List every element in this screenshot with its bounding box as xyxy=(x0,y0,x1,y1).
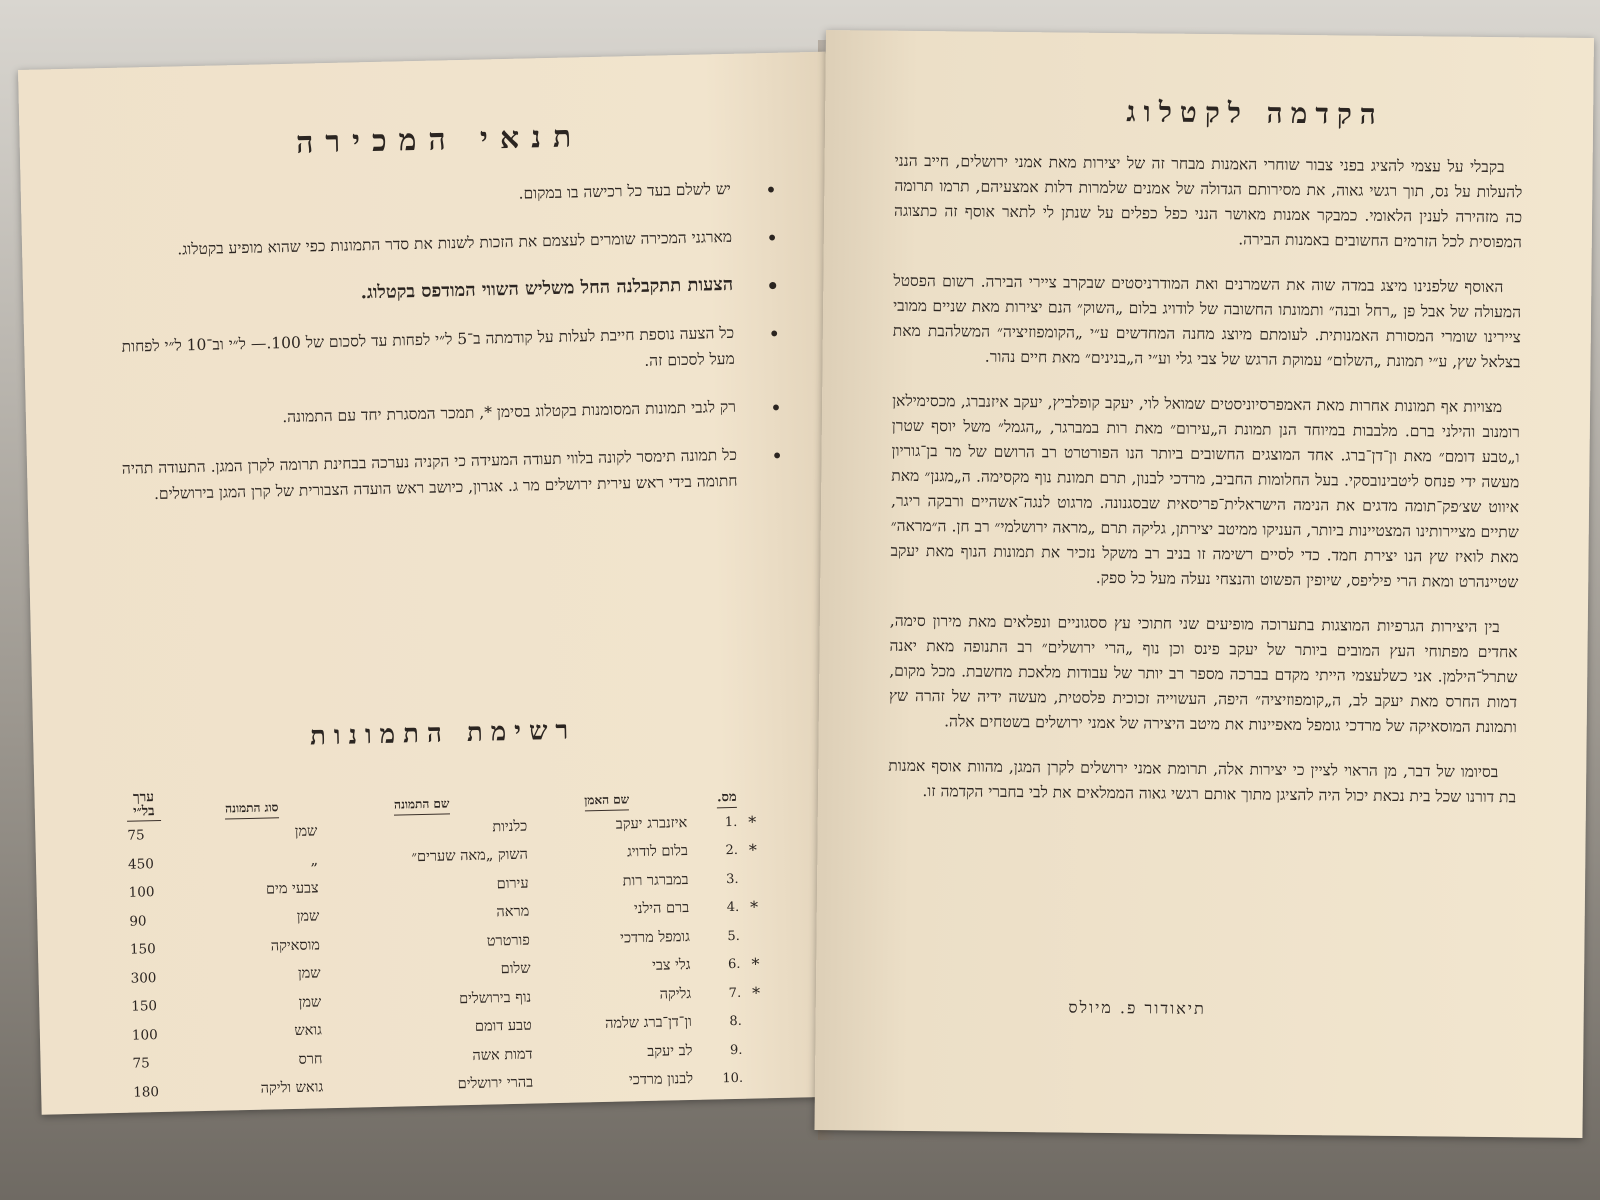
intro-paragraph: בין היצירות הגרפיות המוצגות בתערוכה מופיעים שני חתוכי עץ ססגוניים ונפלאים מאת מירון סימה, אחדים מפתוחי העץ המובים ביותר של יעקב פינס וכן נוף „הרי ירושלים״ רב התנופה מאת יאנה שתרל־הילמן. אני כשלעצמי הייתי מקדם בברכה מספר רב יותר של עבודות מלאכת מחשבת. מכל מקום, דמות החרס מאת יעקב לב, ה„קומפוזיציה״ היפה, העשוייה זכוכית פלסטית, מעשה ידיה של זהרה שץ ותמונת המוסאיקה של מרדכי גומפל מאפיינות את מיטב היצירה של אמני ירושלים בשטחים אלה. xyxy=(888,611,1518,737)
cell-value: 300 xyxy=(130,969,157,987)
cell-type: שמן xyxy=(297,965,321,983)
cell-star: * xyxy=(748,812,757,832)
cell-title: עירום xyxy=(496,875,529,893)
cell-num: 5. xyxy=(727,928,741,944)
cell-num: 6. xyxy=(727,957,741,973)
paintings-table xyxy=(126,763,773,1106)
cell-star xyxy=(742,1049,772,1050)
cell-num: 7. xyxy=(728,985,742,1001)
cell-num: 3. xyxy=(725,871,739,887)
cell-artist: גלי צבי xyxy=(651,957,691,975)
term-text: יש לשלם בעד כל רכישה בו במקום. xyxy=(518,179,732,203)
term-item xyxy=(117,442,784,508)
cell-artist: גומפל מרדכי xyxy=(620,928,691,947)
intro-title: הקדמה לקטלוג xyxy=(1126,95,1385,131)
terms-list xyxy=(111,176,784,530)
cell-artist: במברגר רות xyxy=(622,871,689,890)
table-body xyxy=(127,807,773,1106)
cell-num: 1. xyxy=(724,814,738,830)
cell-value: 150 xyxy=(131,998,158,1015)
cell-type: גואש וליקה xyxy=(260,1079,324,1098)
right-page xyxy=(814,30,1593,1138)
header-value: ערך בל״י xyxy=(126,790,161,822)
cell-type: צבעי מים xyxy=(265,880,319,898)
cell-star: * xyxy=(751,954,760,974)
cell-title: בהרי ירושלים xyxy=(457,1074,534,1093)
intro-paragraph: האוסף שלפנינו מיצג במדה שוה את השמרנים ואת המודרניסטים שבקרב ציירי הבירה. רשום הפסטל המעולה של אבל פן „רחל ובנה״ ותמונתו החשובה של לודויג בלום „השוק״ הנם יצירות מאת שניים ממובי ציירינו שומרי המסורת האמנותית. לעומתם מיוצג מחנה המחדשים ע״י „הקומפוזיציה״ המשלהבת מאת בצלאל שץ, ע״י תמונת „השלום״ עמוקת הרגש של צבי גלי וע״י ה„בנינים״ מאת חיים נהור. xyxy=(892,271,1522,372)
cell-artist: גליקה xyxy=(659,985,692,1003)
intro-text xyxy=(888,149,1523,831)
cell-title: דמות אשה xyxy=(472,1046,533,1064)
cell-value: 100 xyxy=(131,1026,158,1044)
cell-star xyxy=(743,1078,773,1079)
cell-type: שמן xyxy=(298,994,322,1011)
intro-paragraph: בקבלי על עצמי להציג בפני צבור שוחרי האמנות מבחר זה של יצירות מאת אמני ירושלים, חייב הנני להעלות על נס, תוך רגשי גאוה, את מסירותם הגדולה של אמנים שלמרות דלות אמצעיהם, תרמו תרומה כה מזהירה לענין הלאומי. כמבקר אמנות מאושר הנני כפל כפלים על שנתן לי לתאר אוסף זה כתצוגה המפוסית לכל הזרמים החשובים באמנות הבירה. xyxy=(894,151,1523,252)
cell-num: 10. xyxy=(722,1071,744,1087)
intro-paragraph: בסיומו של דבר, מן הראוי לציין כי יצירות אלה, תרומת אמני ירושלים לקרן המגן, מהוות אוסף אמנות בת דורנו שכל בית נכאת יכול היה להציגן מתוך אותם רגשי גאוה הממלאים את לבי בחברי הקדמה זו. xyxy=(888,756,1517,807)
cell-artist: ון־דן־ברג שלמה xyxy=(604,1014,692,1033)
term-text: מארגני המכירה שומרים לעצמם את הזכות לשנות את סדר התמונות כפי שהוא מופיע בקטלוג. xyxy=(177,227,733,259)
bullet-icon: • xyxy=(770,443,784,469)
cell-artist: לב יעקב xyxy=(647,1042,693,1060)
term-text: רק לגבי תמונות המסומנות בקטלוג בסימן *, תמכר המסגרת יחד עם התמונה. xyxy=(282,397,737,427)
cell-artist: לבנון מרדכי xyxy=(628,1071,694,1089)
term-item xyxy=(111,176,778,216)
term-item xyxy=(114,320,781,386)
term-text: הצעות תתקבלנה החל משליש השווי המודפס בקטלוג. xyxy=(360,273,734,304)
term-item xyxy=(113,272,780,312)
cell-value: 150 xyxy=(129,941,156,958)
cell-num: 9. xyxy=(729,1042,743,1058)
term-item xyxy=(112,224,779,264)
term-item xyxy=(116,394,783,434)
paintings-list-title: רשימת התמונות xyxy=(309,715,577,752)
cell-value: 180 xyxy=(133,1083,160,1101)
header-title: שם התמונה xyxy=(394,796,450,815)
intro-paragraph: מצויות אף תמונות אחרות מאת האמפרסיוניסטים שמואל לוי, יעקב קופלביץ, יעקב איזנברג, מכסימילאן רומנוב והילני ברם. מלבבות במיוחד הנן תמונת ה„עירום״ מאת רות במברגר, „הגמל״ משל יוסף שטרן ו„טבע דומם״ מאת ון־דן־ברג. אחד המוצגים החשובים ביותר הנו הפורטרט רב הרושם של מר בן־גוריון מעשה ידי פנחס ליטבינובסקי. בעל החלומות החביב, מרדכי לבנון, תרם תמונת נוף מקסימה. ה„מגנן״ מאת איווט שצ׳פק־תומה מדגים את הנימה הישראלית־פריסאית שבסגנונה. מרגוט לנגה־אשהיים ורבקה ריגר, שתיים מציירותינו המצטיינות ביותר, העניקו ממיטב יצירתן, גליקה תרם „מראה ירושלמי״ רב חן. ה״מראה״ מאת לואיז שץ הנו יצירת חמד. כדי לסיים רשימה זו בניב רב משקל נזכיר את תמונות הנוף מאת יעקב שטיינהרט ומאת הרי פיליפס, שיופין הפשוט והנצחי נעלה מעל כל ספק. xyxy=(890,391,1520,592)
bullet-icon: • xyxy=(766,273,780,299)
cell-artist: ברם הילני xyxy=(633,900,690,918)
term-text: כל הצעה נוספת חייבת לעלות על קודמתה ב־5 ל״י לפחות עד לסכום של 100.— ל״י וב־10 ל״י לפחות מעל לסכום זה. xyxy=(121,323,735,370)
cell-title: פורטרט xyxy=(486,932,531,950)
cell-type: גואש xyxy=(294,1022,323,1040)
cell-star: * xyxy=(751,983,761,1003)
cell-title: טבע דומם xyxy=(474,1017,532,1036)
cell-value: 100 xyxy=(128,884,155,901)
header-type: סוג התמונה xyxy=(225,800,279,819)
cell-num: 2. xyxy=(725,843,739,859)
cell-num: 4. xyxy=(726,900,740,916)
cell-value: 75 xyxy=(127,827,145,844)
header-num: מס. xyxy=(717,789,737,808)
cell-title: כלניות xyxy=(492,818,528,836)
cell-star xyxy=(742,1021,772,1022)
cell-star: * xyxy=(748,840,758,860)
cell-artist: בלום לודויג xyxy=(626,843,689,861)
cell-title: שלום xyxy=(500,960,531,978)
cell-star xyxy=(739,878,769,879)
cell-type: „ xyxy=(310,852,319,869)
cell-artist: איזנברג יעקב xyxy=(615,814,688,833)
header-artist: שם האמן xyxy=(584,792,629,811)
terms-title: תנאי המכירה xyxy=(295,119,584,161)
term-text: כל תמונה תימסר לקונה בלווי תעודה המעידה כי הקניה נערכה בבחינת תרומה לקרן המגן. התעודה תהיה חתומה בידי ראש עירית ירושלים מר ג. אגרון, כיושב ראש הועדה הצבורית של קרן המגן בירושלים. xyxy=(121,445,738,504)
cell-title: השוק „מאה שערים״ xyxy=(411,846,529,866)
cell-value: 450 xyxy=(127,855,155,873)
cell-value: 90 xyxy=(129,913,147,930)
cell-title: מראה xyxy=(496,903,530,921)
bullet-icon: • xyxy=(764,177,778,203)
cell-star xyxy=(740,935,770,936)
cell-type: חרס xyxy=(298,1051,323,1068)
cell-num: 8. xyxy=(729,1014,742,1030)
left-page xyxy=(18,52,850,1115)
cell-star: * xyxy=(749,897,759,917)
bullet-icon: • xyxy=(768,321,781,347)
bullet-icon: • xyxy=(765,225,779,251)
cell-value: 75 xyxy=(132,1055,150,1072)
signature: תיאודור פ. מיולס xyxy=(1068,997,1206,1019)
cell-type: שמן xyxy=(294,823,318,840)
cell-title: נוף בירושלים xyxy=(458,989,532,1007)
cell-type: מוסאיקה xyxy=(270,937,321,955)
cell-type: שמן xyxy=(296,908,320,926)
bullet-icon: • xyxy=(769,395,783,421)
